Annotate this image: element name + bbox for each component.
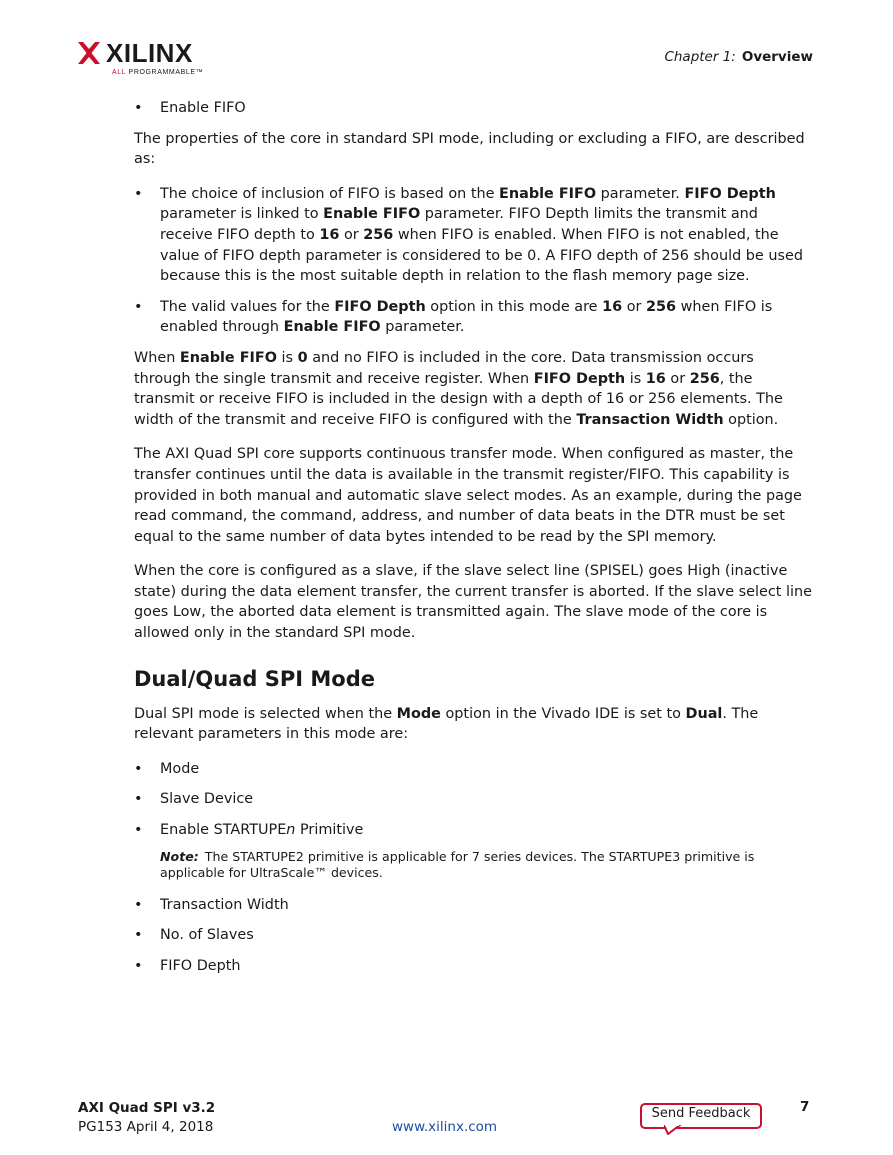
xilinx-x-logo-icon [78, 42, 100, 64]
footer-doc-title: AXI Quad SPI v3.2 [78, 1100, 216, 1116]
list-item: • Enable FIFO [134, 98, 814, 119]
logo-tagline: ALL PROGRAMMABLE™ [112, 69, 204, 76]
xilinx-logo [78, 40, 208, 80]
section-heading: Dual/Quad SPI Mode [134, 666, 375, 691]
speech-bubble-tail-icon [664, 1125, 684, 1135]
paragraph-slave-mode: When the core is configured as a slave, if the slave select line (SPISEL) goes High (inactive state) during the data element transfer, the current transfer is aborted. If the slave select line goes Low, the aborted data element is transmitted again. The slave mode of the core is allowed only in the standard SPI mode. [134, 563, 812, 642]
list-item: • The valid values for the FIFO Depth option in this mode are 16 or 256 when FIFO is enabled through Enable FIFO parameter. [134, 297, 814, 338]
list-item: • The choice of inclusion of FIFO is based on the Enable FIFO parameter. FIFO Depth parameter is linked to Enable FIFO parameter. FIFO Depth limits the transmit and receive FIFO depth to 16 or 256 when FIFO is enabled. When FIFO is not enabled, the value of FIFO depth parameter is considered to be 0. A FIFO depth of 256 should be used because this is the most suitable depth in relation to the flash memory page size. [134, 184, 814, 287]
feedback-label: Send Feedback [651, 1106, 751, 1121]
list-item: • No. of Slaves [134, 925, 814, 946]
paragraph-properties: The properties of the core in standard SPI mode, including or excluding a FIFO, are described as: [134, 130, 805, 168]
list-item: • Slave Device [134, 789, 814, 810]
footer-doc-id: PG153 April 4, 2018 [78, 1119, 214, 1135]
parameter-list [134, 759, 814, 841]
footer-url-link[interactable]: www.xilinx.com [392, 1119, 498, 1135]
chapter-header [664, 49, 813, 65]
top-bullet-list [134, 98, 814, 119]
send-feedback-button[interactable] [640, 1103, 762, 1133]
list-item: • Transaction Width [134, 895, 814, 916]
fifo-bullet-list [134, 184, 814, 338]
list-item: • Enable STARTUPEn Primitive [134, 820, 814, 841]
parameter-list-continued [134, 895, 814, 977]
chapter-label: Chapter 1: [664, 49, 736, 65]
note-text: The STARTUPE2 primitive is applicable for 7 series devices. The STARTUPE3 primitive is applicable for UltraScale™ devices. [160, 848, 755, 880]
logo-wordmark: XILINX [106, 38, 193, 68]
chapter-title: Overview [741, 49, 813, 65]
paragraph-dual-mode: Dual SPI mode is selected when the Mode option in the Vivado IDE is set to Dual. The relevant parameters in this mode are: [134, 705, 759, 743]
paragraph-enable-fifo: When Enable FIFO is 0 and no FIFO is included in the core. Data transmission occurs through the single transmit and receive register. When FIFO Depth is 16 or 256, the transmit or receive FIFO is included in the design with a depth of 16 or 256 elements. The width of the transmit and receive FIFO is configured with the Transaction Width option. [134, 349, 783, 428]
list-item: • Mode [134, 759, 814, 780]
paragraph-continuous-transfer: The AXI Quad SPI core supports continuous transfer mode. When configured as master, the transfer continues until the data is available in the transmit register/FIFO. This capability is provided in both manual and automatic slave select modes. As an example, during the page read command, the command, address, and number of data beats in the DTR must be set equal to the same number of data bytes intended to be read by the SPI memory. [134, 446, 802, 545]
note-label: Note: [160, 848, 199, 864]
list-item: • FIFO Depth [134, 956, 814, 977]
note [134, 849, 814, 881]
page-content [134, 98, 814, 986]
page-number: 7 [800, 1099, 810, 1115]
